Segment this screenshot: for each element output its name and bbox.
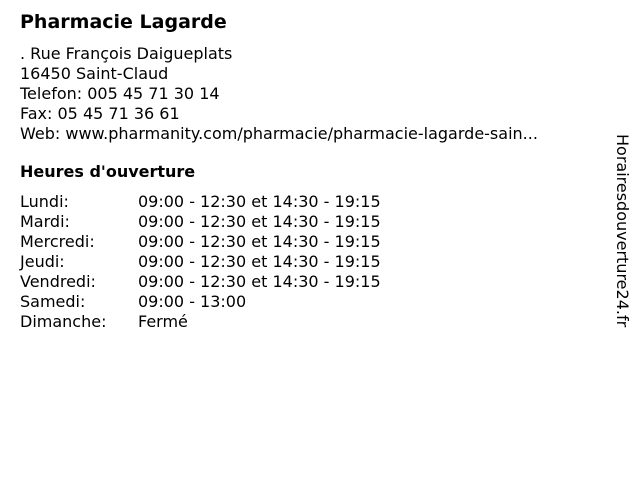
day-hours: Fermé — [138, 312, 188, 331]
hours-row-sunday — [20, 312, 610, 332]
web-label: Web: — [20, 124, 61, 143]
hours-row-monday — [20, 192, 610, 212]
pharmacy-card — [20, 10, 610, 332]
fax-label: Fax: — [20, 104, 53, 123]
opening-hours-heading: Heures d'ouverture — [20, 162, 196, 181]
day-hours: 09:00 - 12:30 et 14:30 - 19:15 — [138, 252, 381, 271]
day-label: Samedi: — [20, 292, 86, 311]
phone-number[interactable]: 005 45 71 30 14 — [87, 84, 220, 103]
web-row — [20, 124, 610, 144]
phone-row — [20, 84, 610, 104]
hours-row-tuesday — [20, 212, 610, 232]
hours-row-wednesday — [20, 232, 610, 252]
day-hours: 09:00 - 12:30 et 14:30 - 19:15 — [138, 192, 381, 211]
opening-hours-table — [20, 192, 610, 332]
address-street: . Rue François Daigueplats — [20, 44, 233, 63]
pharmacy-name: Pharmacie Lagarde — [20, 11, 227, 33]
day-label: Lundi: — [20, 192, 69, 211]
day-hours: 09:00 - 12:30 et 14:30 - 19:15 — [138, 232, 381, 251]
fax-row — [20, 104, 610, 124]
day-hours: 09:00 - 13:00 — [138, 292, 247, 311]
day-hours: 09:00 - 12:30 et 14:30 - 19:15 — [138, 272, 381, 291]
day-hours: 09:00 - 12:30 et 14:30 - 19:15 — [138, 212, 381, 231]
hours-row-thursday — [20, 252, 610, 272]
day-label: Jeudi: — [20, 252, 65, 271]
day-label: Mercredi: — [20, 232, 95, 251]
fax-number: 05 45 71 36 61 — [57, 104, 180, 123]
hours-row-saturday — [20, 292, 610, 312]
website-link[interactable]: www.pharmanity.com/pharmacie/pharmacie-lagarde-sain... — [65, 124, 538, 143]
phone-label: Telefon: — [20, 84, 83, 103]
address-city: 16450 Saint-Claud — [20, 64, 169, 83]
day-label: Mardi: — [20, 212, 70, 231]
hours-row-friday — [20, 272, 610, 292]
day-label: Dimanche: — [20, 312, 107, 331]
site-watermark: Horairesdouverture24.fr — [613, 134, 632, 328]
day-label: Vendredi: — [20, 272, 96, 291]
